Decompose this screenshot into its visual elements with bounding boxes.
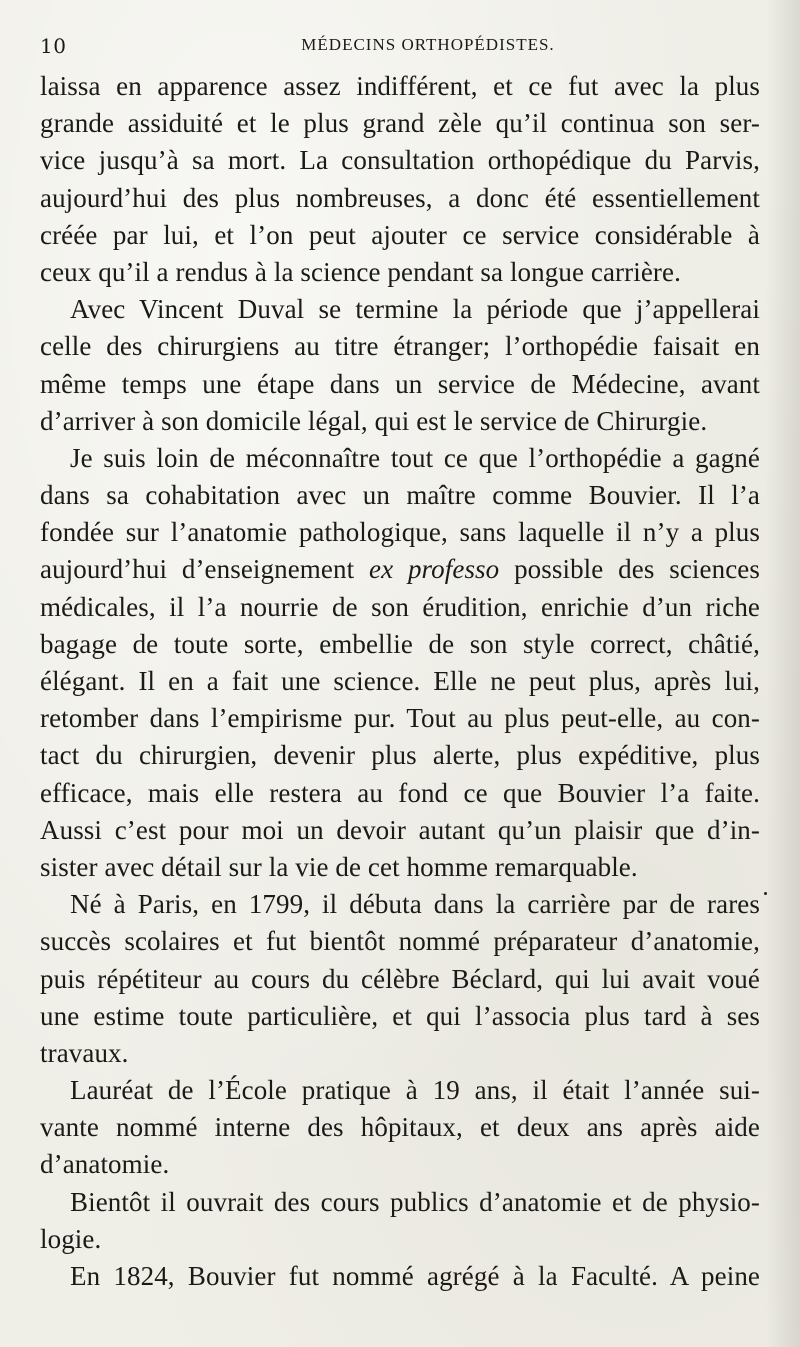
text-line: puis répétiteur au cours du célèbre Béclard, qui lui avait voué <box>40 963 760 994</box>
text-line: succès scolaires et fut bientôt nommé préparateur d’anatomie, <box>40 926 760 957</box>
text-line: Lauréat de l’École pratique à 19 ans, il était l’année sui- <box>70 1075 760 1106</box>
ink-speck <box>764 892 767 895</box>
text-line: laissa en apparence assez indifférent, et ce fut avec la plus <box>40 71 760 101</box>
text-line: tact du chirurgien, devenir plus alerte, plus expéditive, plus <box>40 740 760 771</box>
text-line: Bientôt il ouvrait des cours publics d’anatomie et de physio- <box>70 1186 760 1217</box>
page-edge-shadow <box>766 0 800 1347</box>
text-line: retomber dans l’empirisme pur. Tout au plus peut-elle, au con- <box>40 703 760 734</box>
body-text <box>40 68 760 1295</box>
text-line: En 1824, Bouvier fut nommé agrégé à la Faculté. A peine <box>70 1261 760 1291</box>
text-line: vante nommé interne des hôpitaux, et deux ans après aide <box>40 1112 760 1143</box>
text-line: vice jusqu’à sa mort. La consultation orthopédique du Parvis, <box>40 145 760 176</box>
text-line: fondée sur l’anatomie pathologique, sans laquelle il n’y a plus <box>40 517 760 548</box>
text-line: travaux. <box>40 1037 129 1068</box>
text-line: créée par lui, et l’on peut ajouter ce service considérable à <box>40 219 760 250</box>
italic-phrase: ex professo <box>369 554 500 585</box>
text-line: celle des chirurgiens au titre étranger; l’orthopédie faisait en <box>40 331 760 362</box>
text-line: efficace, mais elle restera au fond ce que Bouvier l’a faite. <box>40 777 760 808</box>
text-segment: aujourd’hui d’enseignement <box>40 554 355 585</box>
text-line: Aussi c’est pour moi un devoir autant qu’un plaisir que d’in- <box>40 814 760 845</box>
text-line: d’arriver à son domicile légal, qui est le service de Chirurgie. <box>40 405 708 436</box>
text-line: une estime toute particulière, et qui l’associa plus tard à ses <box>40 1000 760 1031</box>
text-line: médicales, il l’a nourrie de son érudition, enrichie d’un riche <box>40 591 760 622</box>
text-line: bagage de toute sorte, embellie de son style correct, châtié, <box>40 628 760 659</box>
text-line: Je suis loin de méconnaître tout ce que l’orthopédie a gagné <box>70 442 760 473</box>
page-number: 10 <box>40 34 67 58</box>
text-line: ceux qu’il a rendus à la science pendant sa longue carrière. <box>40 256 681 287</box>
text-line: grande assiduité et le plus grand zèle qu’il continua son ser- <box>40 108 760 139</box>
text-line: d’anatomie. <box>40 1149 170 1180</box>
text-line-with-italic <box>40 551 760 588</box>
page-header <box>40 34 756 62</box>
text-segment: possible des sciences <box>514 554 760 585</box>
text-line: dans sa cohabitation avec un maître comme Bouvier. Il l’a <box>40 480 760 511</box>
running-title: MÉDECINS ORTHOPÉDISTES. <box>301 35 555 54</box>
text-line: Avec Vincent Duval se termine la période que j’appellerai <box>70 294 760 325</box>
text-line: sister avec détail sur la vie de cet homme remarquable. <box>40 851 638 882</box>
text-line: même temps une étape dans un service de Médecine, avant <box>40 368 760 399</box>
text-line: aujourd’hui des plus nombreuses, a donc été essentiellement <box>40 182 760 213</box>
text-line: logie. <box>40 1223 102 1254</box>
text-line: Né à Paris, en 1799, il débuta dans la carrière par de rares <box>70 889 760 920</box>
text-line: élégant. Il en a fait une science. Elle ne peut plus, après lui, <box>40 666 760 696</box>
